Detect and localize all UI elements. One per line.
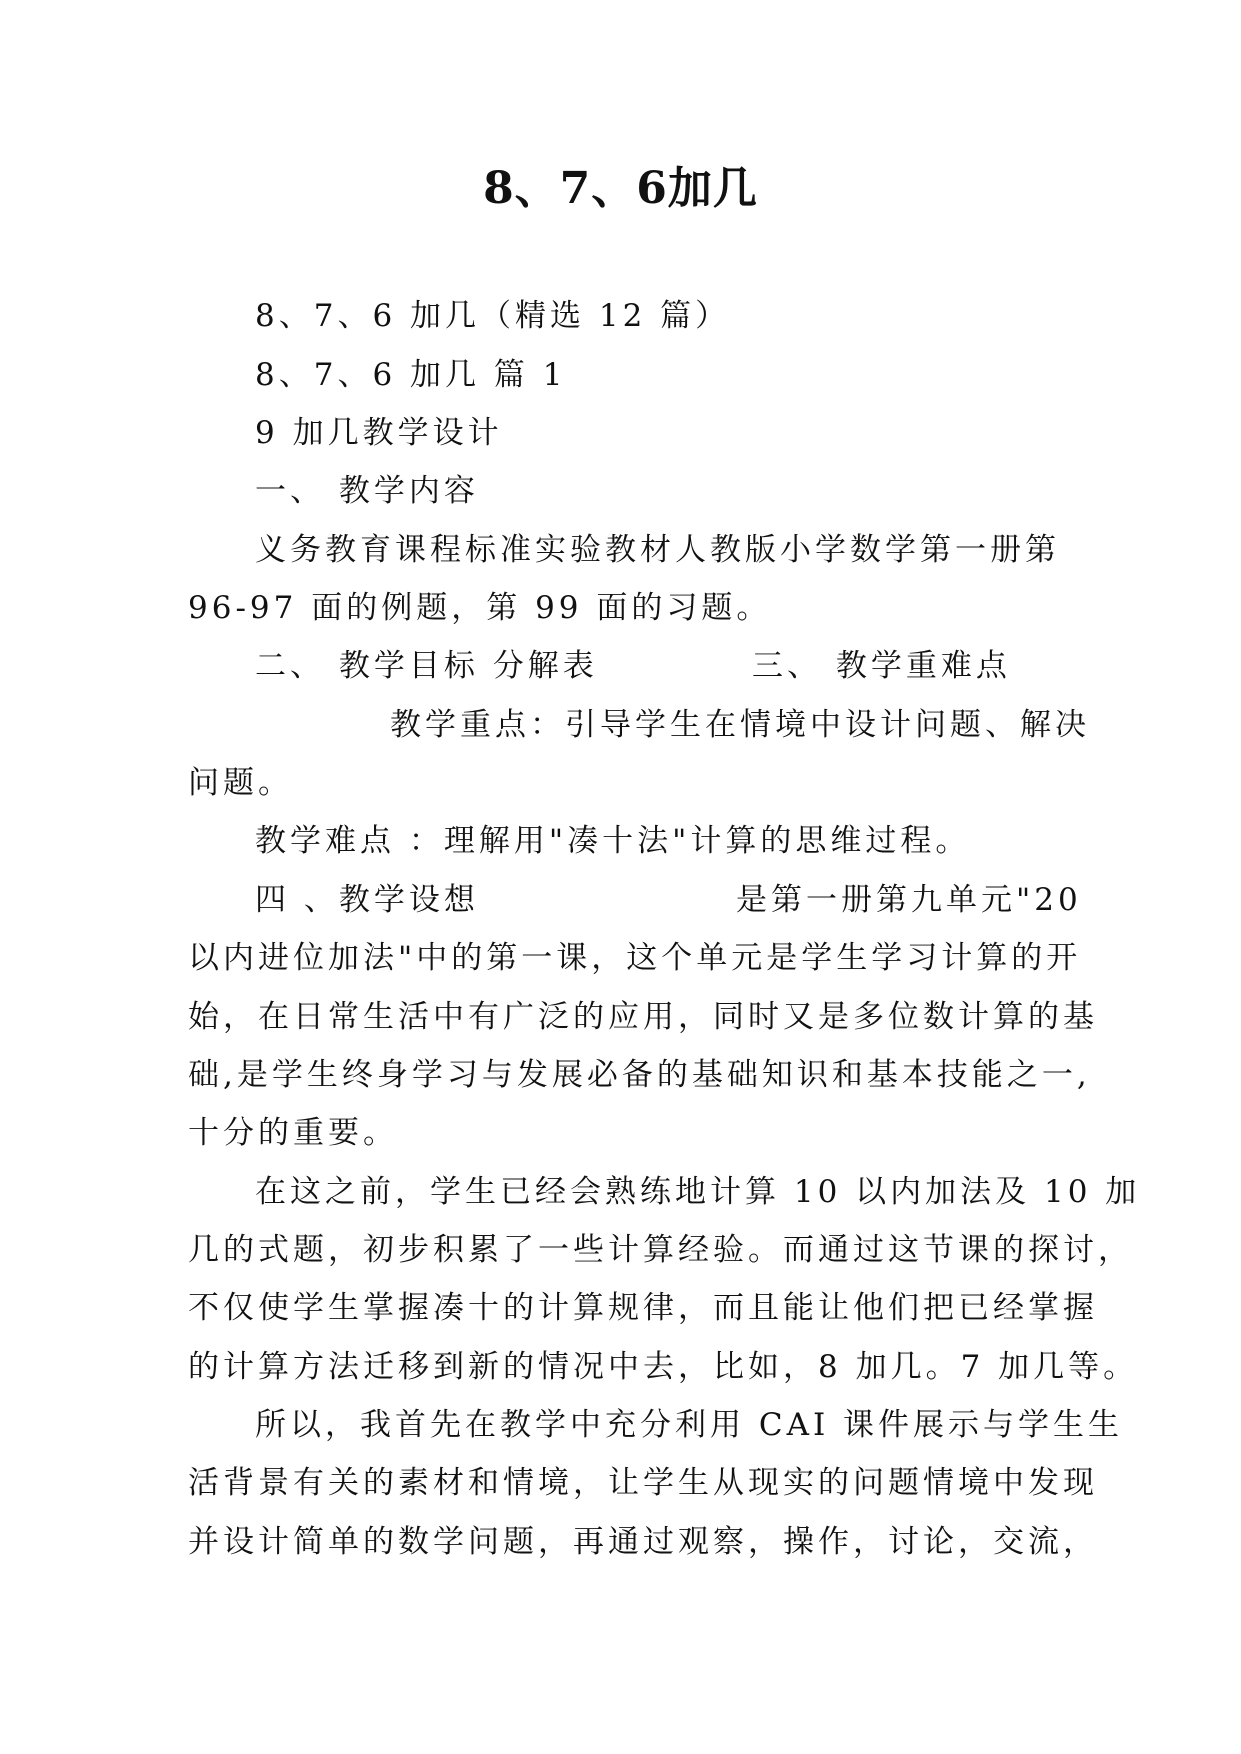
paragraph-line: 十分的重要。: [188, 1115, 398, 1151]
paragraph-line: 96-97 面的例题，第 99 面的习题。: [188, 590, 772, 626]
subtitle-line: 8、7、6 加几（精选 12 篇）: [255, 298, 731, 334]
paragraph-line: 础,是学生终身学习与发展必备的基础知识和基本技能之一,: [188, 1057, 1091, 1093]
section-heading: 9 加几教学设计: [255, 415, 503, 451]
section-heading: 三、 教学重难点: [752, 648, 1011, 684]
paragraph-line: 并设计简单的数学问题，再通过观察，操作，讨论，交流，: [188, 1524, 1098, 1560]
paragraph-line: 问题。: [188, 765, 293, 801]
section-heading: 一、 教学内容: [255, 473, 479, 509]
document-title: 8、7、6加几: [483, 163, 758, 214]
paragraph-line: 以内进位加法"中的第一课，这个单元是学生学习计算的开: [188, 940, 1082, 976]
section-heading: 8、7、6 加几 篇 1: [255, 357, 567, 393]
paragraph-line: 几的式题，初步积累了一些计算经验。而通过这节课的探讨，: [188, 1232, 1133, 1268]
paragraph-line: 的计算方法迁移到新的情况中去，比如，8 加几。7 加几等。: [188, 1349, 1139, 1385]
paragraph-line: 是第一册第九单元"20: [736, 882, 1082, 918]
paragraph-line: 教学难点 ：理解用"凑十法"计算的思维过程。: [255, 823, 971, 859]
paragraph-line: 始，在日常生活中有广泛的应用，同时又是多位数计算的基: [188, 999, 1098, 1035]
paragraph-line: 活背景有关的素材和情境，让学生从现实的问题情境中发现: [188, 1465, 1098, 1501]
paragraph-line: 在这之前，学生已经会熟练地计算 10 以内加法及 10 加: [255, 1174, 1141, 1210]
paragraph-line: 义务教育课程标准实验教材人教版小学数学第一册第: [255, 532, 1060, 568]
section-heading: 四 、教学设想: [255, 882, 479, 918]
section-heading: 二、 教学目标 分解表: [255, 648, 598, 684]
paragraph-line: 教学重点：引导学生在情境中设计问题、解决: [390, 707, 1090, 743]
paragraph-line: 不仅使学生掌握凑十的计算规律，而且能让他们把已经掌握: [188, 1290, 1098, 1326]
paragraph-line: 所以，我首先在教学中充分利用 CAI 课件展示与学生生: [255, 1407, 1124, 1443]
